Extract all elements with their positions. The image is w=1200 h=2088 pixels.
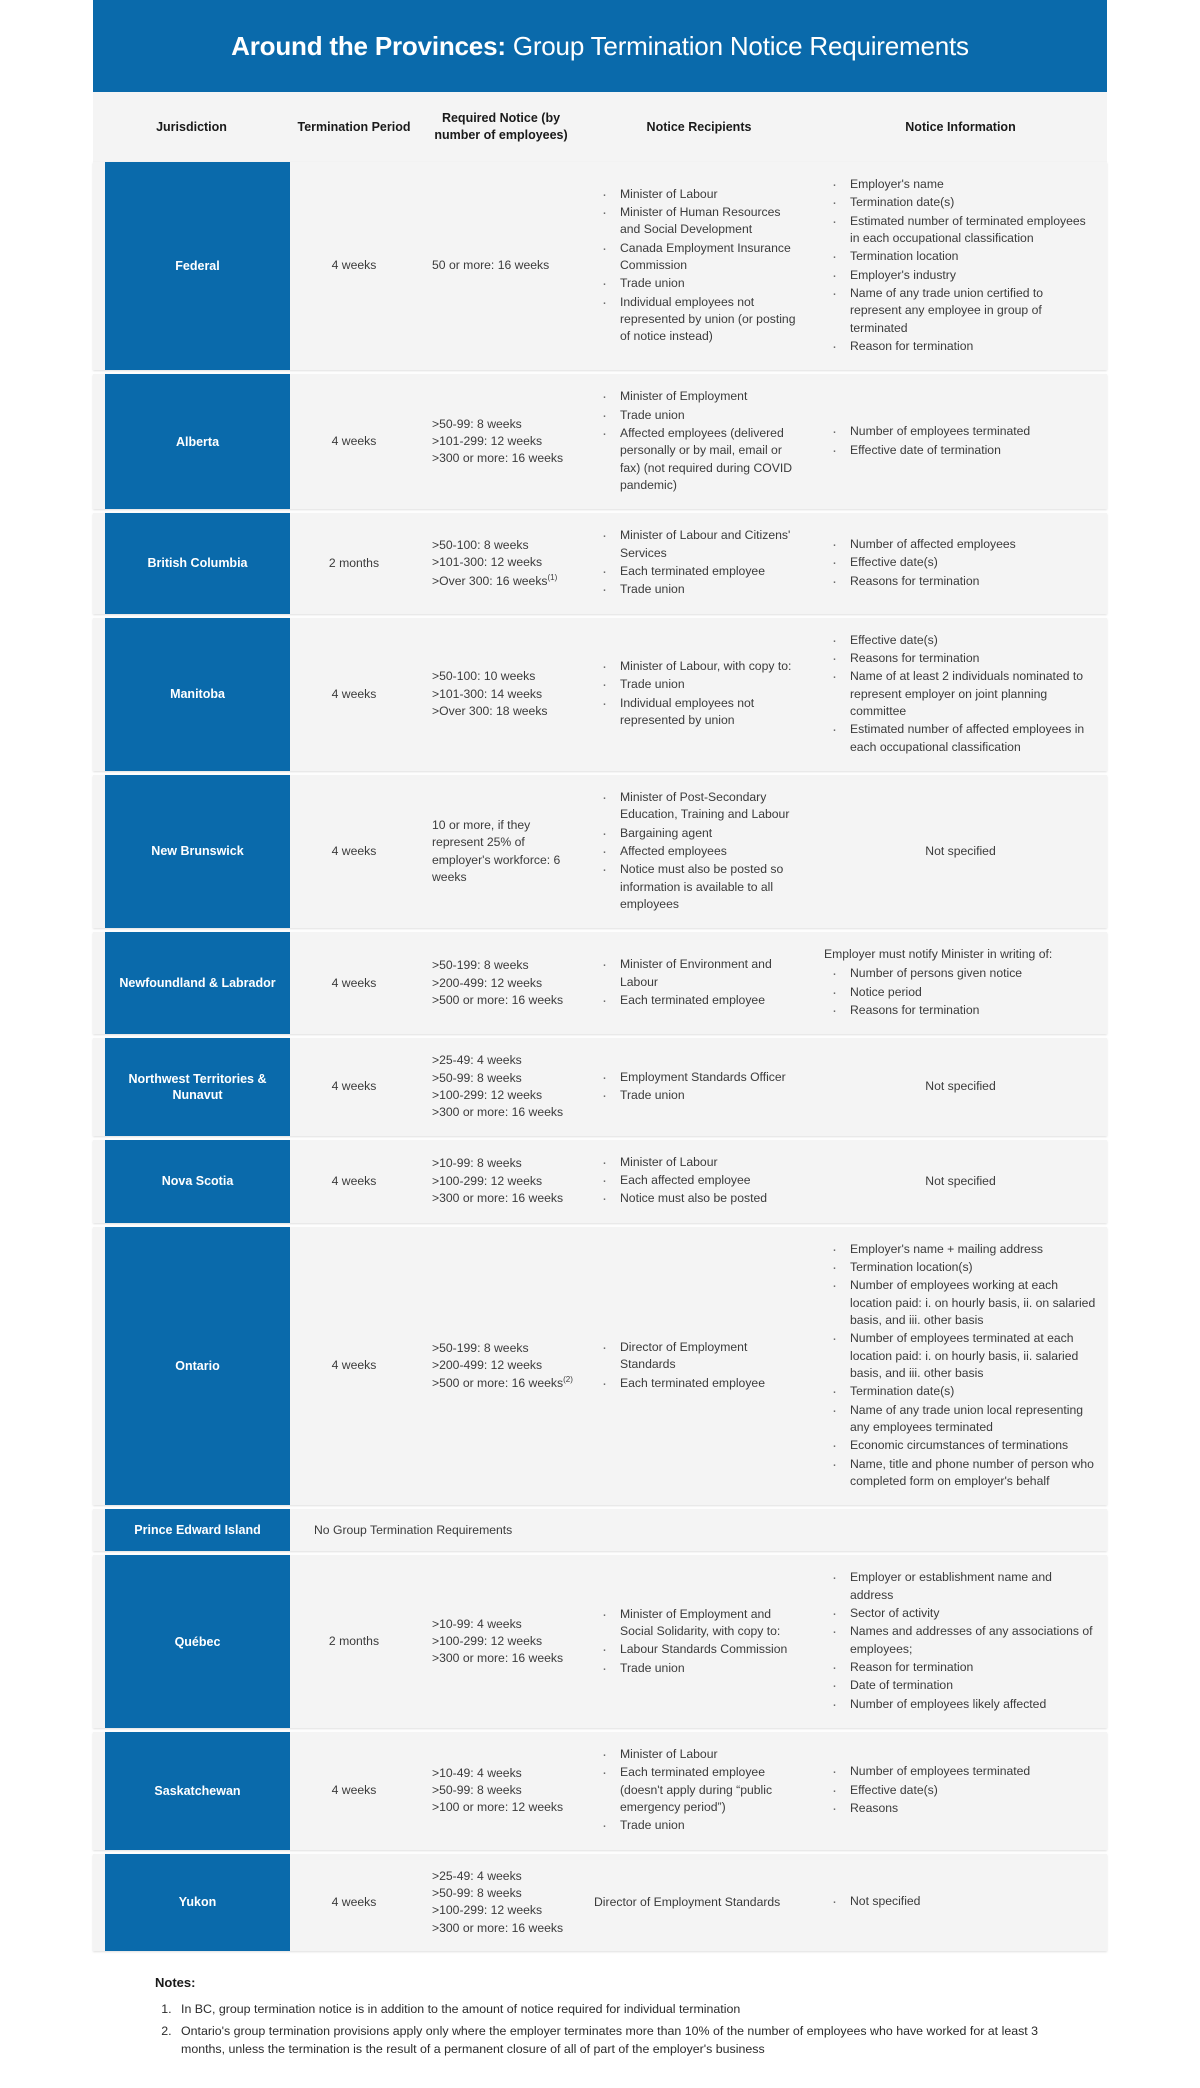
notice-recipients-cell [584, 1555, 814, 1728]
required-notice-cell [418, 1555, 584, 1728]
list-item: · Date of termination [824, 1677, 1097, 1694]
notice-recipients-list [594, 527, 804, 599]
notice-information-list [824, 176, 1097, 355]
list-item: · Notice period [824, 984, 1097, 1001]
list-item: · Reason for termination [824, 338, 1097, 355]
full-width-note-cell: No Group Termination Requirements [314, 1523, 513, 1538]
notice-information-cell [814, 162, 1107, 370]
required-notice-cell [418, 1227, 584, 1506]
table-row [93, 1038, 1107, 1135]
table-row [93, 162, 1107, 370]
jurisdiction-cell: British Columbia [105, 513, 290, 613]
list-item: · Termination date(s) [824, 1383, 1097, 1400]
required-notice-line: >25-49: 4 weeks [432, 1053, 522, 1068]
required-notice-line: >10-99: 4 weeks [432, 1616, 522, 1631]
list-item: · Effective date(s) [824, 1782, 1097, 1799]
list-item: · Minister of Employment and Social Solidarity, with copy to: [594, 1606, 804, 1641]
termination-period-cell: 4 weeks [331, 686, 377, 701]
notice-recipients-list [594, 1069, 804, 1106]
required-notice-line: >200-499: 12 weeks [432, 975, 543, 990]
notice-information-cell [814, 374, 1107, 509]
notice-recipients-cell [584, 513, 814, 613]
list-item: · Number of employees terminated [824, 423, 1097, 440]
required-notice-line: >500 or more: 16 weeks$^{(2)}$ [432, 1375, 573, 1391]
notice-recipients-cell [584, 374, 814, 509]
list-item: · Individual employees not represented by union (or posting of notice instead) [594, 294, 804, 346]
list-item: · Employment Standards Officer [594, 1069, 804, 1086]
notice-information-cell [814, 1732, 1107, 1850]
notice-information-list [824, 536, 1097, 590]
notice-information-lead: Employer must notify Minister in writing of: [824, 947, 1053, 962]
jurisdiction-cell: Federal [105, 162, 290, 370]
table-row [93, 1140, 1107, 1223]
column-header-notice-recipients: Notice Recipients [646, 119, 752, 134]
list-item: · Sector of activity [824, 1605, 1097, 1622]
termination-period-cell: 4 weeks [331, 975, 377, 990]
required-notice-line: >100-299: 12 weeks [432, 1088, 543, 1103]
list-item: · Each terminated employee [594, 992, 804, 1009]
jurisdiction-cell: Prince Edward Island [105, 1509, 290, 1551]
required-notice-line: >300 or more: 16 weeks [432, 1920, 564, 1935]
list-item: · Termination location(s) [824, 1259, 1097, 1276]
list-item: · Effective date(s) [824, 554, 1097, 571]
list-item: · Name of any trade union local representing any employees terminated [824, 1402, 1097, 1437]
termination-period-cell: 4 weeks [331, 1173, 377, 1188]
list-item: · Names and addresses of any associations of employees; [824, 1623, 1097, 1658]
list-item: · Each terminated employee [594, 563, 804, 580]
table-row [93, 775, 1107, 928]
notice-information-cell [814, 932, 1107, 1034]
jurisdiction-cell: Saskatchewan [105, 1732, 290, 1850]
required-notice-line: >300 or more: 16 weeks [432, 451, 564, 466]
notice-information-list [824, 1569, 1097, 1713]
list-item: · Each affected employee [594, 1172, 804, 1189]
notice-recipients-list [594, 956, 804, 1010]
required-notice-cell [418, 1140, 584, 1223]
table-row [93, 1854, 1107, 1951]
list-item: · Director of Employment Standards [594, 1339, 804, 1374]
table-row [93, 374, 1107, 509]
required-notice-line: >50-99: 8 weeks [432, 1885, 522, 1900]
required-notice-line: >200-499: 12 weeks [432, 1357, 543, 1372]
notice-information-text: Not specified [925, 1079, 996, 1094]
required-notice-line: >300 or more: 16 weeks [432, 1105, 564, 1120]
list-item: · Trade union [594, 1817, 804, 1834]
list-item: · Employer's name + mailing address [824, 1241, 1097, 1258]
list-item: · Affected employees (delivered personally or by mail, email or fax) (not required during COVID pandemic) [594, 425, 804, 494]
page-title-bold: Around the Provinces: [231, 30, 506, 61]
list-item: · Estimated number of affected employees in each occupational classification [824, 721, 1097, 756]
column-header-jurisdiction: Jurisdiction [156, 119, 227, 134]
required-notice-line: >25-49: 4 weeks [432, 1868, 522, 1883]
notice-information-cell [814, 513, 1107, 613]
list-item: · Minister of Labour, with copy to: [594, 658, 804, 675]
list-item: · Bargaining agent [594, 825, 804, 842]
notice-information-text: Not specified [925, 1173, 996, 1188]
required-notice-line: >10-49: 4 weeks [432, 1765, 522, 1780]
required-notice-line: 50 or more: 16 weeks [432, 258, 550, 273]
termination-period-cell: 4 weeks [331, 434, 377, 449]
list-item: · Employer's industry [824, 267, 1097, 284]
list-item: · Trade union [594, 1087, 804, 1104]
notice-recipients-list [594, 789, 804, 914]
termination-period-cell: 4 weeks [331, 1783, 377, 1798]
notice-information-list [824, 965, 1097, 1019]
notice-information-list [824, 1763, 1097, 1817]
notice-information-list [824, 423, 1097, 459]
required-notice-cell [418, 1732, 584, 1850]
list-item: · Reasons for termination [824, 573, 1097, 590]
notes-section [93, 1955, 1107, 2088]
notice-information-cell [814, 1227, 1107, 1506]
list-item: · Name, title and phone number of person who completed form on employer's behalf [824, 1456, 1097, 1491]
required-notice-line: >50-99: 8 weeks [432, 1783, 522, 1798]
notice-recipients-cell [584, 618, 814, 771]
required-notice-line: >Over 300: 16 weeks$^{(1)}$ [432, 572, 558, 588]
list-item: · Reason for termination [824, 1659, 1097, 1676]
list-item: · Minister of Employment [594, 388, 804, 405]
notice-information-list [824, 1241, 1097, 1491]
list-item: · Minister of Post-Secondary Education, Training and Labour [594, 789, 804, 824]
table-row [93, 932, 1107, 1034]
notice-recipients-cell [584, 775, 814, 928]
notice-information-list [824, 632, 1097, 756]
notice-recipients-cell [584, 1854, 814, 1951]
jurisdiction-cell: Québec [105, 1555, 290, 1728]
list-item: · Each terminated employee (doesn't apply during “public emergency period”) [594, 1764, 804, 1816]
termination-period-cell: 4 weeks [331, 1079, 377, 1094]
required-notice-cell [418, 374, 584, 509]
table-row [93, 513, 1107, 613]
termination-period-cell: 4 weeks [331, 1358, 377, 1373]
notice-recipients-cell [584, 932, 814, 1034]
note-item: 2. Ontario's group termination provisions apply only where the employer terminates more than 10% of the number of employees who have worked for at least 3 months, unless the termination is the result of a permanent closure of all of part of the employer's business [175, 2022, 1067, 2059]
list-item: · Number of affected employees [824, 536, 1097, 553]
list-item: · Notice must also be posted [594, 1190, 804, 1207]
required-notice-line: >100-299: 12 weeks [432, 1634, 543, 1648]
required-notice-cell [418, 1854, 584, 1951]
required-notice-line: >101-299: 12 weeks [432, 434, 543, 449]
required-notice-line: >50-199: 8 weeks [432, 1340, 529, 1355]
termination-period-cell: 4 weeks [331, 258, 377, 273]
required-notice-line: >300 or more: 16 weeks [432, 1190, 564, 1205]
list-item: · Economic circumstances of terminations [824, 1437, 1097, 1454]
table-row [93, 618, 1107, 771]
list-item: · Each terminated employee [594, 1375, 804, 1392]
page-title [231, 31, 969, 62]
notice-information-list [824, 1893, 1097, 1910]
required-notice-cell [418, 932, 584, 1034]
notice-recipients-cell [584, 1227, 814, 1506]
required-notice-cell [418, 513, 584, 613]
table-row [93, 1509, 1107, 1551]
column-header-required-notice: Required Notice (by number of employees) [434, 111, 568, 142]
notice-recipients-cell [584, 1140, 814, 1223]
list-item: · Termination date(s) [824, 194, 1097, 211]
jurisdiction-cell: Manitoba [105, 618, 290, 771]
list-item: · Reasons for termination [824, 1002, 1097, 1019]
required-notice-cell [418, 618, 584, 771]
notice-recipients-cell [584, 162, 814, 370]
list-item: · Affected employees [594, 843, 804, 860]
required-notice-line: >10-99: 8 weeks [432, 1156, 522, 1171]
notice-information-cell [814, 1555, 1107, 1728]
list-item: · Minister of Labour and Citizens' Services [594, 527, 804, 562]
termination-period-cell: 2 months [328, 1634, 380, 1648]
notice-information-text: Not specified [925, 843, 996, 858]
list-item: · Notice must also be posted so information is available to all employees [594, 861, 804, 913]
list-item: · Employer's name [824, 176, 1097, 193]
required-notice-line: >101-300: 12 weeks [432, 555, 543, 570]
required-notice-line: >Over 300: 18 weeks [432, 703, 548, 718]
jurisdiction-cell: Yukon [105, 1854, 290, 1951]
list-item: · Trade union [594, 676, 804, 693]
notice-information-cell [814, 1038, 1107, 1135]
notice-information-cell [814, 1854, 1107, 1951]
list-item: · Minister of Human Resources and Social Development [594, 204, 804, 239]
notice-information-cell [814, 1140, 1107, 1223]
required-notice-line: >50-100: 10 weeks [432, 669, 536, 684]
list-item: · Not specified [824, 1893, 1097, 1910]
required-notice-cell [418, 1038, 584, 1135]
list-item: · Name of any trade union certified to represent any employee in group of terminated [824, 285, 1097, 337]
list-item: · Minister of Labour [594, 1746, 804, 1763]
notes-title: Notes: [155, 1974, 196, 1990]
notice-recipients-list [594, 1154, 804, 1209]
required-notice-line: >100-299: 12 weeks [432, 1903, 543, 1918]
jurisdiction-cell: New Brunswick [105, 775, 290, 928]
list-item: · Minister of Labour [594, 186, 804, 203]
table-row [93, 1555, 1107, 1728]
notice-recipients-list [594, 1339, 804, 1393]
list-item: · Employer or establishment name and address [824, 1569, 1097, 1604]
required-notice-cell [418, 775, 584, 928]
list-item: · Name of at least 2 individuals nominated to represent employer on joint planning committee [824, 668, 1097, 720]
required-notice-line: >50-99: 8 weeks [432, 416, 522, 431]
required-notice-line: >300 or more: 16 weeks [432, 1651, 564, 1666]
column-header-termination-period: Termination Period [297, 119, 411, 134]
notice-recipients-list [594, 658, 804, 730]
jurisdiction-cell: Newfoundland & Labrador [105, 932, 290, 1034]
jurisdiction-cell: Nova Scotia [105, 1140, 290, 1223]
table-body [93, 162, 1107, 1951]
notice-recipients-cell [584, 1732, 814, 1850]
termination-period-cell: 4 weeks [331, 843, 377, 858]
list-item: · Effective date(s) [824, 632, 1097, 649]
jurisdiction-cell: Alberta [105, 374, 290, 509]
column-header-notice-information: Notice Information [905, 119, 1016, 134]
list-item: · Effective date of termination [824, 442, 1097, 459]
termination-period-cell: 4 weeks [331, 1894, 377, 1909]
list-item: · Minister of Labour [594, 1154, 804, 1171]
required-notice-line: >50-99: 8 weeks [432, 1070, 522, 1085]
table-header-row [93, 92, 1107, 162]
required-notice-line: >50-100: 8 weeks [432, 537, 529, 552]
termination-period-cell: 2 months [328, 555, 380, 570]
notice-recipients-list [594, 1606, 804, 1678]
list-item: · Number of persons given notice [824, 965, 1097, 982]
list-item: · Trade union [594, 275, 804, 292]
infographic-page [93, 0, 1107, 2088]
notes-list [155, 2000, 1067, 2059]
required-notice-text: 10 or more, if they represent 25% of employer's workforce: 6 weeks [432, 817, 561, 884]
notice-recipients-list [594, 186, 804, 347]
notice-information-cell [814, 618, 1107, 771]
list-item: · Number of employees terminated at each location paid: i. on hourly basis, ii. salaried basis, and iii. other basis [824, 1330, 1097, 1382]
list-item: · Number of employees likely affected [824, 1696, 1097, 1713]
list-item: · Number of employees terminated [824, 1763, 1097, 1780]
notice-information-cell [814, 775, 1107, 928]
list-item: · Number of employees working at each location paid: i. on hourly basis, ii. on salaried basis, and iii. other basis [824, 1277, 1097, 1329]
required-notice-line: >100 or more: 12 weeks [432, 1800, 564, 1815]
list-item: · Trade union [594, 407, 804, 424]
list-item: · Canada Employment Insurance Commission [594, 240, 804, 275]
note-item: 1. In BC, group termination notice is in addition to the amount of notice required for individual termination [175, 2000, 1067, 2019]
required-notice-line: >100-299: 12 weeks [432, 1173, 543, 1188]
page-banner [93, 0, 1107, 92]
jurisdiction-cell: Ontario [105, 1227, 290, 1506]
list-item: · Individual employees not represented by union [594, 695, 804, 730]
required-notice-cell [418, 162, 584, 370]
list-item: · Labour Standards Commission [594, 1641, 804, 1658]
list-item: · Estimated number of terminated employees in each occupational classification [824, 213, 1097, 248]
notice-recipients-list [594, 388, 804, 495]
notice-recipients-text: Director of Employment Standards [594, 1894, 781, 1909]
list-item: · Trade union [594, 1660, 804, 1677]
page-title-light: Group Termination Notice Requirements [505, 30, 969, 61]
list-item: · Trade union [594, 581, 804, 598]
list-item: · Reasons for termination [824, 650, 1097, 667]
table-row [93, 1732, 1107, 1850]
list-item: · Reasons [824, 1800, 1097, 1817]
required-notice-line: >50-199: 8 weeks [432, 958, 529, 973]
list-item: · Termination location [824, 248, 1097, 265]
required-notice-line: >500 or more: 16 weeks [432, 992, 564, 1007]
table-row [93, 1227, 1107, 1506]
jurisdiction-cell: Northwest Territories & Nunavut [105, 1038, 290, 1135]
list-item: · Minister of Environment and Labour [594, 956, 804, 991]
notice-recipients-list [594, 1746, 804, 1836]
notice-recipients-cell [584, 1038, 814, 1135]
required-notice-line: >101-300: 14 weeks [432, 686, 543, 701]
